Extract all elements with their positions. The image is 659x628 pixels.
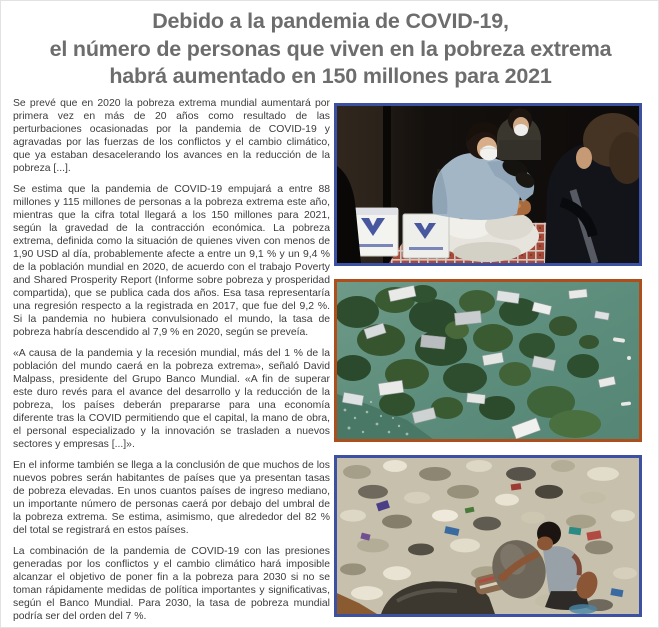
paragraph-2: Se estima que la pandemia de COVID-19 empujará a entre 88 millones y 115 millones de personas a la pobreza extrema este año, mientras que la cifra total llegará a los 150 millones para 2021, según la gravedad de la contracción económica. La pobreza extrema, definida como la situación de quienes viven con menos de 1,90 USD al día, probablemente afecte a entre un 9,1 % y un 9,4 % de la población mundial en 2020, de acuerdo con el trabajo Poverty and Shared Prosperity Report (Informe sobre pobreza y prosperidad compartida), que se publica cada dos años. Esa tasa representaría una regresión respecto a la registrada en 2017, que fue del 9,2 %. Si la pandemia no hubiera convulsionado el mundo, la tasa de pobreza habría descendido al 7,9 % en 2020, según se preveía. [13, 184, 330, 338]
paragraph-4: En el informe también se llega a la conclusión de que muchos de los nuevos pobres serán habitantes de países que ya presentan tasas de pobreza elevadas. En unos cuantos países de ingreso mediano, un importante número de personas caerá por debajo del umbral de la pobreza extrema. Se estima, asimismo, que alrededor del 82 % del total se registrará en estos países. [13, 460, 330, 536]
title-line-1: Debido a la pandemia de COVID-19, [152, 9, 509, 33]
flooded-village-illustration [337, 282, 639, 439]
child-garbage-dump-photo [334, 455, 642, 617]
food-aid-distribution-photo [334, 103, 642, 266]
garbage-dump-illustration [337, 458, 639, 614]
flooded-village-aerial-photo [334, 279, 642, 442]
article-text-column [13, 97, 330, 628]
food-aid-illustration [337, 106, 639, 263]
paragraph-3: «A causa de la pandemia y la recesión mundial, más del 1 % de la población del mundo caerá en la pobreza extrema», señaló David Malpass, presidente del Grupo Banco Mundial. «A fin de superar este duro revés para el avance del desarrollo y la reducción de la pobreza, los países deberán prepararse para una economía diferente tras la COVID permitiendo que el capital, la mano de obra, el personal especializado y la innovación se trasladen a nuevos sectores y empresas [...]». [13, 348, 330, 450]
title-line-3: habrá aumentado en 150 millones para 2021 [109, 64, 552, 88]
page-title [1, 8, 659, 91]
paragraph-5: La combinación de la pandemia de COVID-19 con las presiones generadas por los conflictos y el cambio climático hará imposible alcanzar el objetivo de poner fin a la pobreza para 2030 si no se toman rápidamente medidas de política importantes y significativas, según el Banco Mundial. Para 2030, la tasa de pobreza mundial podría ser del orden del 7 %. [13, 546, 330, 622]
title-line-2: el número de personas que viven en la pobreza extrema [49, 36, 612, 61]
paragraph-1: Se prevé que en 2020 la pobreza extrema mundial aumentará por primera vez en más de 20 años como resultado de las perturbaciones ocasionadas por la pandemia de COVID-19 y agravadas por las fuerzas de los conflictos y el cambio climático, que ya estaban desacelerando los avances en la reducción de la pobreza [...]. [13, 98, 330, 174]
